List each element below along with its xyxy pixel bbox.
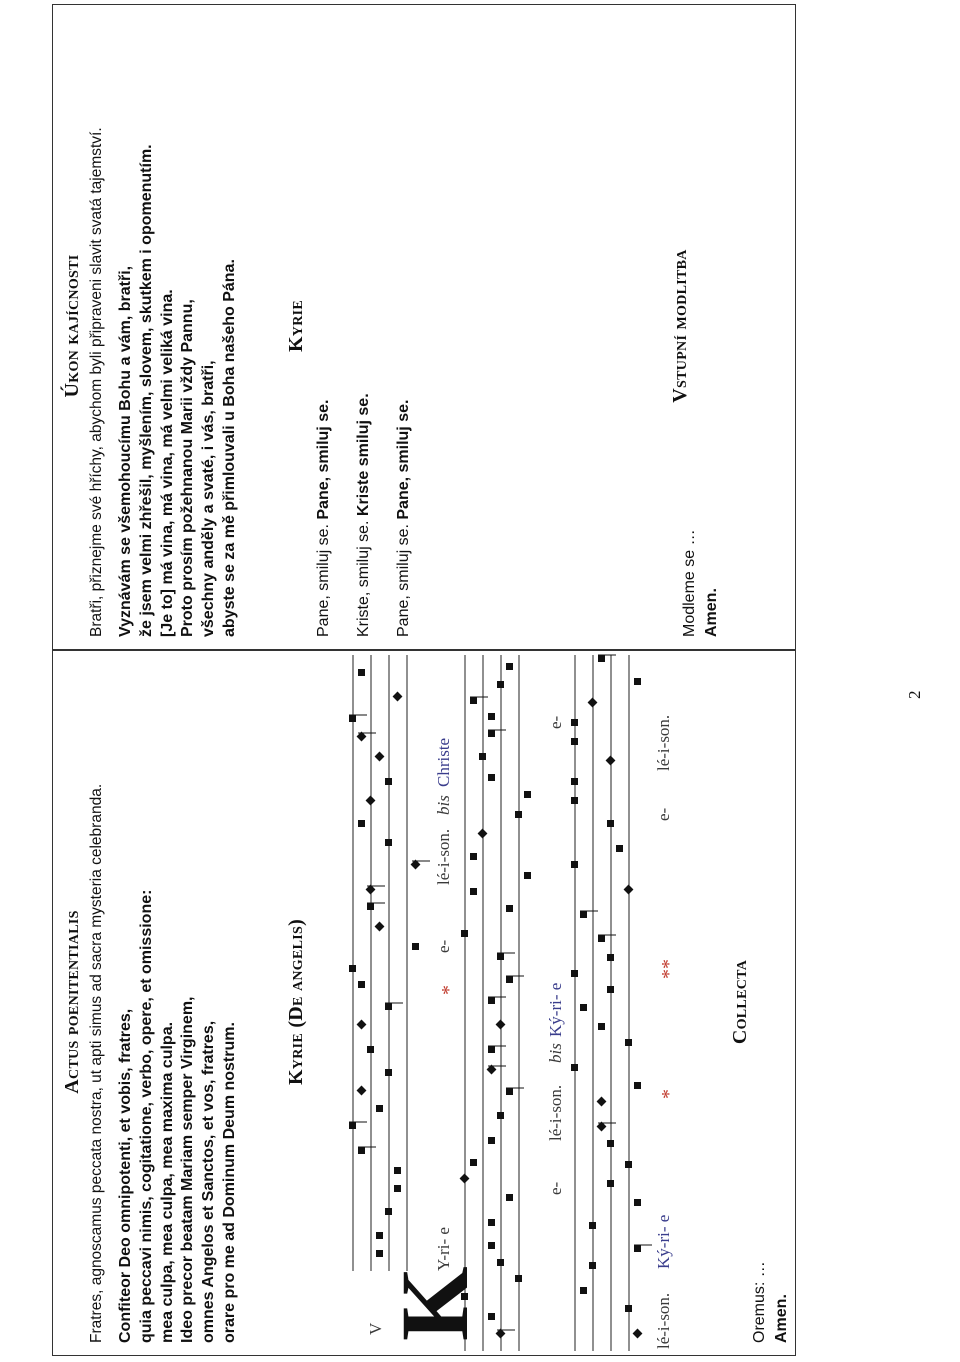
confiteor-line: Vyznávám se všemohoucímu Bohu a vám, bratři, — [117, 265, 134, 637]
kyrie-line — [355, 393, 373, 637]
kyrie-people: Kriste smiluj se. — [355, 393, 372, 517]
neume — [488, 997, 495, 1004]
neume — [607, 1180, 614, 1187]
kyrie-line — [395, 400, 413, 637]
neume — [358, 820, 365, 827]
neume — [497, 953, 504, 960]
neume — [488, 730, 495, 737]
neume — [461, 930, 468, 937]
neume — [607, 986, 614, 993]
neume — [506, 976, 513, 983]
lyric: e- — [546, 715, 565, 729]
neume — [589, 1222, 596, 1229]
neume — [625, 1161, 632, 1168]
neume — [607, 1140, 614, 1147]
confiteor-line: quia peccavi nimis, cogitatione, verbo, opere, et omissione: — [137, 889, 155, 1343]
neume — [597, 1097, 607, 1107]
neume — [376, 1232, 383, 1239]
double-asterisk: ** — [658, 959, 680, 979]
neume — [358, 981, 365, 988]
confiteor-line: všechny anděly a svaté, i vás, bratři, — [200, 360, 218, 637]
confiteor-line: omnes Angelos et Sanctos, et vos, fratres, — [200, 1020, 218, 1343]
latin-kyrie-heading: Kyrie (De angelis) — [285, 918, 307, 1086]
latin-collecta-heading: Collecta — [729, 959, 751, 1045]
confiteor-line: mea culpa, mea culpa, mea maxima culpa. — [158, 1021, 176, 1343]
lyric: Ký-ri- e — [654, 1214, 673, 1269]
neume — [385, 839, 392, 846]
czech-intro: Bratři, přiznejme své hříchy, abychom byli připraveni slavit svatá tajemství. — [88, 127, 105, 637]
neume — [497, 1112, 504, 1119]
confiteor-line: orare pro me ad Dominum Deum nostrum. — [220, 1022, 238, 1343]
neume — [634, 1245, 641, 1252]
neume — [515, 811, 522, 818]
neume — [607, 820, 614, 827]
neume — [598, 1023, 605, 1030]
neume — [506, 663, 513, 670]
kyrie-priest: Pane, smiluj se. — [315, 524, 332, 637]
lyric: lé-i-son. — [654, 714, 673, 771]
kyrie-priest: Kriste, smiluj se. — [355, 520, 372, 637]
neume — [366, 796, 376, 806]
latin-column — [52, 650, 796, 1356]
neume — [634, 678, 641, 685]
neume — [524, 791, 531, 798]
neume — [367, 1046, 374, 1053]
latin-heading: Actus poenitentialis — [61, 910, 83, 1094]
lyric: lé-i-son. — [546, 1084, 565, 1141]
amen-text: Amen. — [773, 1294, 790, 1343]
neume — [488, 713, 495, 720]
neume — [479, 753, 486, 760]
lyric: e- — [546, 1181, 565, 1195]
neume — [515, 1275, 522, 1282]
lyric: lé-i-son. — [434, 828, 453, 885]
neume — [588, 698, 598, 708]
neume — [598, 935, 605, 942]
neume — [478, 829, 488, 839]
confiteor-line: že jsem velmi zhřešil, myšlením, slovem, skutkem i opomenutím. — [137, 144, 155, 637]
lyric: Y-ri- e — [434, 1227, 453, 1271]
neume — [524, 872, 531, 879]
neume — [349, 965, 356, 972]
chant-initial: K — [381, 1266, 488, 1341]
neume — [376, 1105, 383, 1112]
neume — [488, 1219, 495, 1226]
neume — [580, 1287, 587, 1294]
neume — [385, 778, 392, 785]
neume — [625, 1039, 632, 1046]
confiteor-line: Ideo precor beatam Mariam semper Virginem, — [179, 996, 197, 1343]
amen-text: Amen. — [703, 588, 720, 637]
kyrie-people: Pane, smiluj se. — [315, 399, 332, 520]
neume — [598, 655, 605, 662]
chant-score — [301, 649, 741, 1355]
neume — [394, 1185, 401, 1192]
neume — [460, 1174, 470, 1184]
neume — [497, 681, 504, 688]
czech-column — [52, 4, 796, 650]
neume — [634, 1199, 641, 1206]
czech-collecta-heading: Vstupní modlitba — [669, 249, 691, 403]
czech-kyrie-heading: Kyrie — [285, 299, 307, 353]
neume — [625, 1305, 632, 1312]
lyric: e- — [434, 939, 453, 953]
neume — [357, 1086, 367, 1096]
kyrie-people: Pane, smiluj se. — [395, 399, 412, 520]
neume — [349, 1122, 356, 1129]
czech-confiteor — [116, 144, 241, 637]
confiteor-line: Confiteor Deo omnipotenti, et vobis, fratres, — [117, 1008, 134, 1343]
latin-oremus-block — [749, 1261, 793, 1343]
neume — [470, 888, 477, 895]
neume — [634, 1082, 641, 1089]
neume — [488, 1242, 495, 1249]
neume — [394, 1167, 401, 1174]
neume — [506, 905, 513, 912]
neume — [375, 922, 385, 932]
neume — [357, 1020, 367, 1030]
czech-oremus-block — [679, 529, 723, 637]
neume — [470, 853, 477, 860]
czech-heading: Úkon kajícnosti — [61, 254, 83, 398]
confiteor-line: [Je to] má vina, má vina, má velmi veliká vina. — [158, 289, 176, 637]
neume — [607, 954, 614, 961]
neume — [385, 1069, 392, 1076]
latin-intro: Fratres, agnoscamus peccata nostra, ut apti simus ad sacra mysteria celebranda. — [88, 783, 105, 1343]
neume — [385, 1208, 392, 1215]
neume — [589, 1262, 596, 1269]
kyrie-line — [315, 400, 333, 637]
neume — [488, 1313, 495, 1320]
neume — [571, 719, 578, 726]
neume — [470, 1159, 477, 1166]
neume — [358, 669, 365, 676]
neume — [367, 903, 374, 910]
neume — [624, 885, 634, 895]
mode-mark: V — [366, 1322, 385, 1335]
neume — [580, 1004, 587, 1011]
bis-mark: bis — [546, 1043, 565, 1063]
neume — [376, 1250, 383, 1257]
neume — [571, 797, 578, 804]
neume — [349, 715, 356, 722]
neume — [488, 1137, 495, 1144]
neume — [488, 1046, 495, 1053]
neume — [633, 1329, 643, 1339]
neume — [571, 1064, 578, 1071]
neume — [616, 845, 623, 852]
lyric: Ký-ri- e — [546, 982, 565, 1037]
kyrie-priest: Pane, smiluj se. — [395, 524, 412, 637]
confiteor-line: Proto prosím požehnanou Marii vždy Pannu, — [179, 299, 197, 637]
lyric: lé-i-son. — [654, 1292, 673, 1349]
neume — [385, 1003, 392, 1010]
lyric: e- — [654, 807, 673, 821]
page-number: 2 — [905, 690, 924, 699]
neume — [580, 911, 587, 918]
neume — [571, 861, 578, 868]
asterisk: * — [658, 1089, 680, 1099]
neume — [571, 970, 578, 977]
neume — [470, 697, 477, 704]
neume — [393, 692, 403, 702]
neume — [506, 1088, 513, 1095]
neume — [496, 1020, 506, 1030]
neume — [488, 774, 495, 781]
neume — [606, 756, 616, 766]
neume — [571, 738, 578, 745]
asterisk: * — [438, 985, 460, 995]
latin-confiteor — [116, 890, 241, 1343]
confiteor-line: abyste se za mě přimlouvali u Boha našeho Pána. — [220, 259, 238, 637]
lyric: Christe — [434, 737, 453, 787]
bis-mark: bis — [434, 795, 453, 815]
oremus-text: Modleme se … — [681, 529, 698, 637]
neume — [571, 778, 578, 785]
oremus-text: Oremus: … — [751, 1261, 768, 1343]
neume — [375, 752, 385, 762]
neume — [497, 1259, 504, 1266]
neume — [412, 943, 419, 950]
neume — [506, 1194, 513, 1201]
neume — [358, 1147, 365, 1154]
